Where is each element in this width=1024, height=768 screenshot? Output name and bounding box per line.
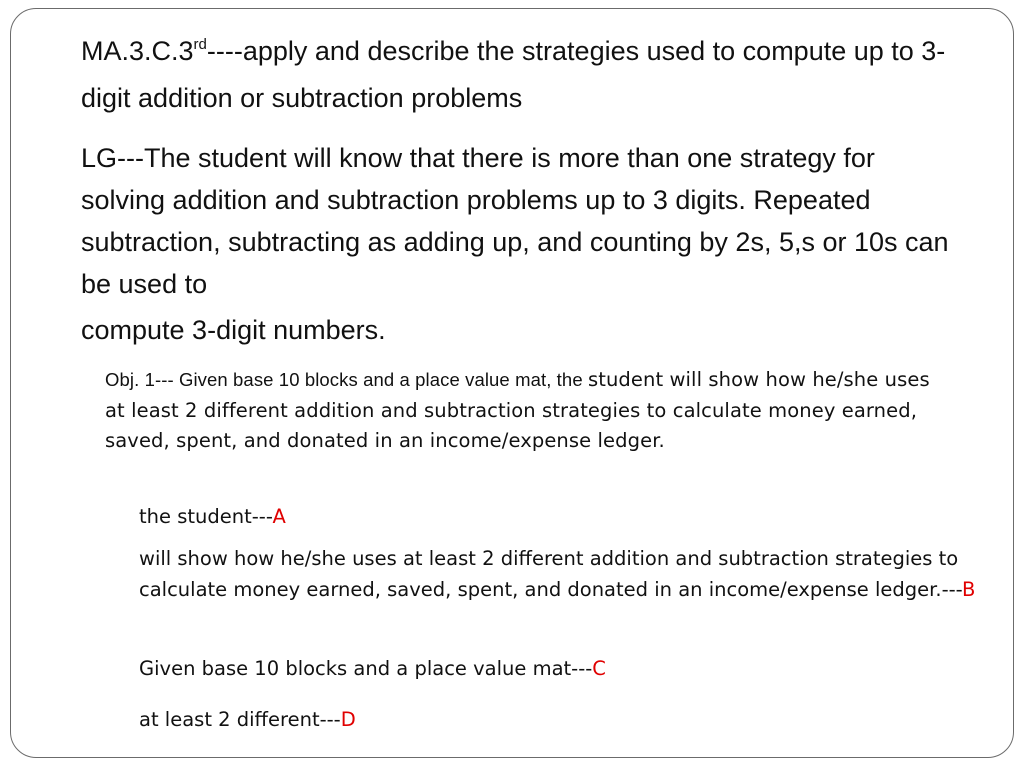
part-b-letter: B <box>962 577 976 601</box>
objective-part-a <box>139 502 979 533</box>
objective-part-d <box>139 705 979 736</box>
standard-code: MA.3.C.3 <box>81 36 194 66</box>
part-c-letter: C <box>592 657 606 680</box>
part-b-text: will show how he/she uses at least 2 different addition and subtraction strategies to calculate money earned, saved, spent, and donated in an income/expense ledger.--- <box>139 547 962 601</box>
objective-part-b <box>139 544 979 605</box>
part-a-text: the student--- <box>139 505 273 528</box>
standard-text: ----apply and describe the strategies used to compute up to 3-digit addition or subtraction problems <box>81 36 946 113</box>
part-d-text: at least 2 different--- <box>139 708 341 731</box>
objective-1 <box>105 365 955 457</box>
standard-superscript: rd <box>193 36 207 53</box>
part-d-letter: D <box>340 708 356 731</box>
part-c-text: Given base 10 blocks and a place value mat--- <box>139 657 593 680</box>
objective-part-c <box>139 654 979 685</box>
learning-goal-last-line: compute 3-digit numbers. <box>81 315 386 345</box>
learning-goal <box>81 137 961 351</box>
objective-lead: Obj. 1--- Given base 10 blocks and a place value mat, the <box>105 369 588 390</box>
standard-statement <box>81 30 981 119</box>
learning-goal-text: LG---The student will know that there is more than one strategy for solving addition and subtraction problems up to 3 digits. Repeated subtraction, subtracting as adding up, and counting by 2s, 5,s or 10s can be used to <box>81 143 949 299</box>
part-a-letter: A <box>272 505 286 528</box>
objective-rest: student will show how he/she uses at least 2 different addition and subtraction strategies to calculate money earned, saved, spent, and donated in an income/expense ledger. <box>105 368 930 452</box>
